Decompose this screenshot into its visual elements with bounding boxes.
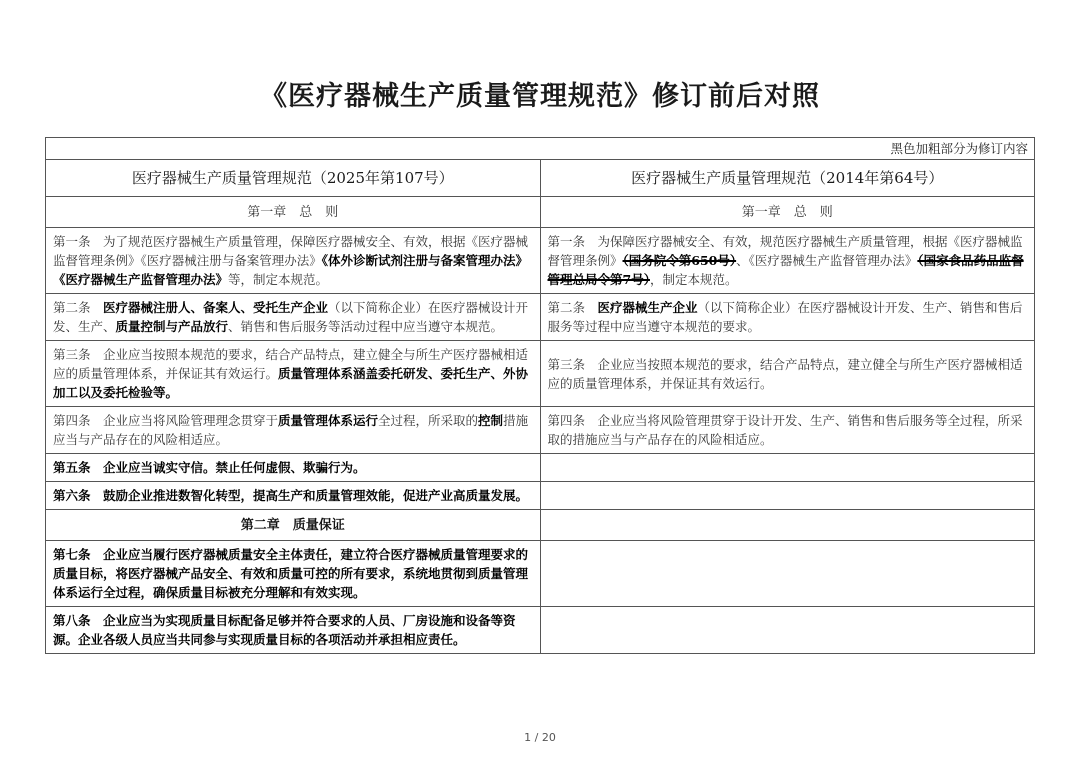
table-row [46, 541, 1035, 607]
text-segment: 第四条 企业应当将风险管理理念贯穿于 [53, 413, 279, 428]
revised-text: 控制 [478, 413, 504, 428]
table-row [46, 228, 1035, 294]
text-segment: 全过程，所采取的 [378, 413, 479, 428]
text-segment: 第二条 [547, 300, 598, 315]
chapter-heading-new: 第一章 总 则 [46, 197, 541, 228]
chapter-2-heading-new: 第二章 质量保证 [46, 510, 541, 541]
revised-text: 医疗器械生产企业 [597, 300, 698, 315]
chapter-heading-old: 第一章 总 则 [540, 197, 1035, 228]
article-4-new [46, 407, 541, 454]
chapter-row [46, 197, 1035, 228]
text-segment: 措施应当与产品存在的风险相适应。 [53, 413, 529, 447]
table-row [46, 341, 1035, 407]
column-header-new: 医疗器械生产质量管理规范（2025年第107号） [46, 160, 541, 197]
header-row [46, 160, 1035, 197]
empty-cell [540, 454, 1035, 482]
article-5-new: 第五条 企业应当诚实守信。禁止任何虚假、欺骗行为。 [46, 454, 541, 482]
text-segment: 第一条 为保障医疗器械安全、有效，规范医疗器械生产质量管理，根据《医疗器械监督管理条例》 [547, 234, 1023, 268]
revised-text: 质量管理体系涵盖委托研发、委托生产、外协加工以及委托检验等。 [53, 366, 529, 400]
chapter-row [46, 510, 1035, 541]
empty-cell [540, 482, 1035, 510]
text-segment: （以下简称企业）在医疗器械设计开发、生产、 [53, 300, 529, 334]
article-2-old [540, 294, 1035, 341]
revision-note: 黑色加粗部分为修订内容 [46, 138, 1035, 160]
revised-text: 医疗器械注册人、备案人、受托生产企业 [103, 300, 329, 315]
article-1-old [540, 228, 1035, 294]
page-number: 1 / 20 [524, 731, 556, 744]
text-segment: 第一条 为了规范医疗器械生产质量管理，保障医疗器械安全、有效，根据《医疗器械监督管理条例》《医疗器械注册与备案管理办法》 [53, 234, 529, 268]
text-segment: 第三条 企业应当按照本规范的要求，结合产品特点，建立健全与所生产医疗器械相适应的质量管理体系，并保证其有效运行。 [53, 347, 529, 381]
table-row [46, 294, 1035, 341]
text-segment: ，制定本规范。 [649, 272, 738, 287]
document-title: 《医疗器械生产质量管理规范》修订前后对照 [260, 81, 820, 112]
empty-cell [540, 510, 1035, 541]
comparison-table [45, 137, 1035, 654]
text-segment: 、《医疗器械生产监督管理办法》 [736, 253, 918, 268]
column-header-old: 医疗器械生产质量管理规范（2014年第64号） [540, 160, 1035, 197]
note-row [46, 138, 1035, 160]
revised-text: 《体外诊断试剂注册与备案管理办法》《医疗器械生产监督管理办法》 [53, 253, 529, 287]
article-7-new: 第七条 企业应当履行医疗器械质量安全主体责任，建立符合医疗器械质量管理要求的质量目标，将医疗器械产品安全、有效和质量可控的所有要求，系统地贯彻到质量管理体系运行全过程，确保质量目标被充分理解和有效实现。 [46, 541, 541, 607]
article-2-new [46, 294, 541, 341]
revised-text: 质量管理体系运行 [278, 413, 379, 428]
table-row [46, 454, 1035, 482]
text-segment: 等，制定本规范。 [228, 272, 329, 287]
table-row [46, 482, 1035, 510]
article-4-old: 第四条 企业应当将风险管理贯穿于设计开发、生产、销售和售后服务等全过程，所采取的措施应当与产品存在的风险相适应。 [540, 407, 1035, 454]
text-segment: 、销售和售后服务等活动过程中应当遵守本规范。 [228, 319, 504, 334]
empty-cell [540, 607, 1035, 654]
text-segment: （以下简称企业）在医疗器械设计开发、生产、销售和售后服务等过程中应当遵守本规范的要求。 [547, 300, 1023, 334]
deleted-text: （国务院令第650号） [622, 253, 737, 268]
table-row [46, 607, 1035, 654]
article-3-new [46, 341, 541, 407]
article-1-new [46, 228, 541, 294]
text-segment: 第二条 [53, 300, 104, 315]
revised-text: 质量控制与产品放行 [115, 319, 229, 334]
table-row [46, 407, 1035, 454]
empty-cell [540, 541, 1035, 607]
article-8-new: 第八条 企业应当为实现质量目标配备足够并符合要求的人员、厂房设施和设备等资源。企业各级人员应当共同参与实现质量目标的各项活动并承担相应责任。 [46, 607, 541, 654]
article-6-new: 第六条 鼓励企业推进数智化转型，提高生产和质量管理效能，促进产业高质量发展。 [46, 482, 541, 510]
article-3-old: 第三条 企业应当按照本规范的要求，结合产品特点，建立健全与所生产医疗器械相适应的质量管理体系，并保证其有效运行。 [540, 341, 1035, 407]
deleted-text: （国家食品药品监督管理总局令第7号） [547, 253, 1024, 287]
